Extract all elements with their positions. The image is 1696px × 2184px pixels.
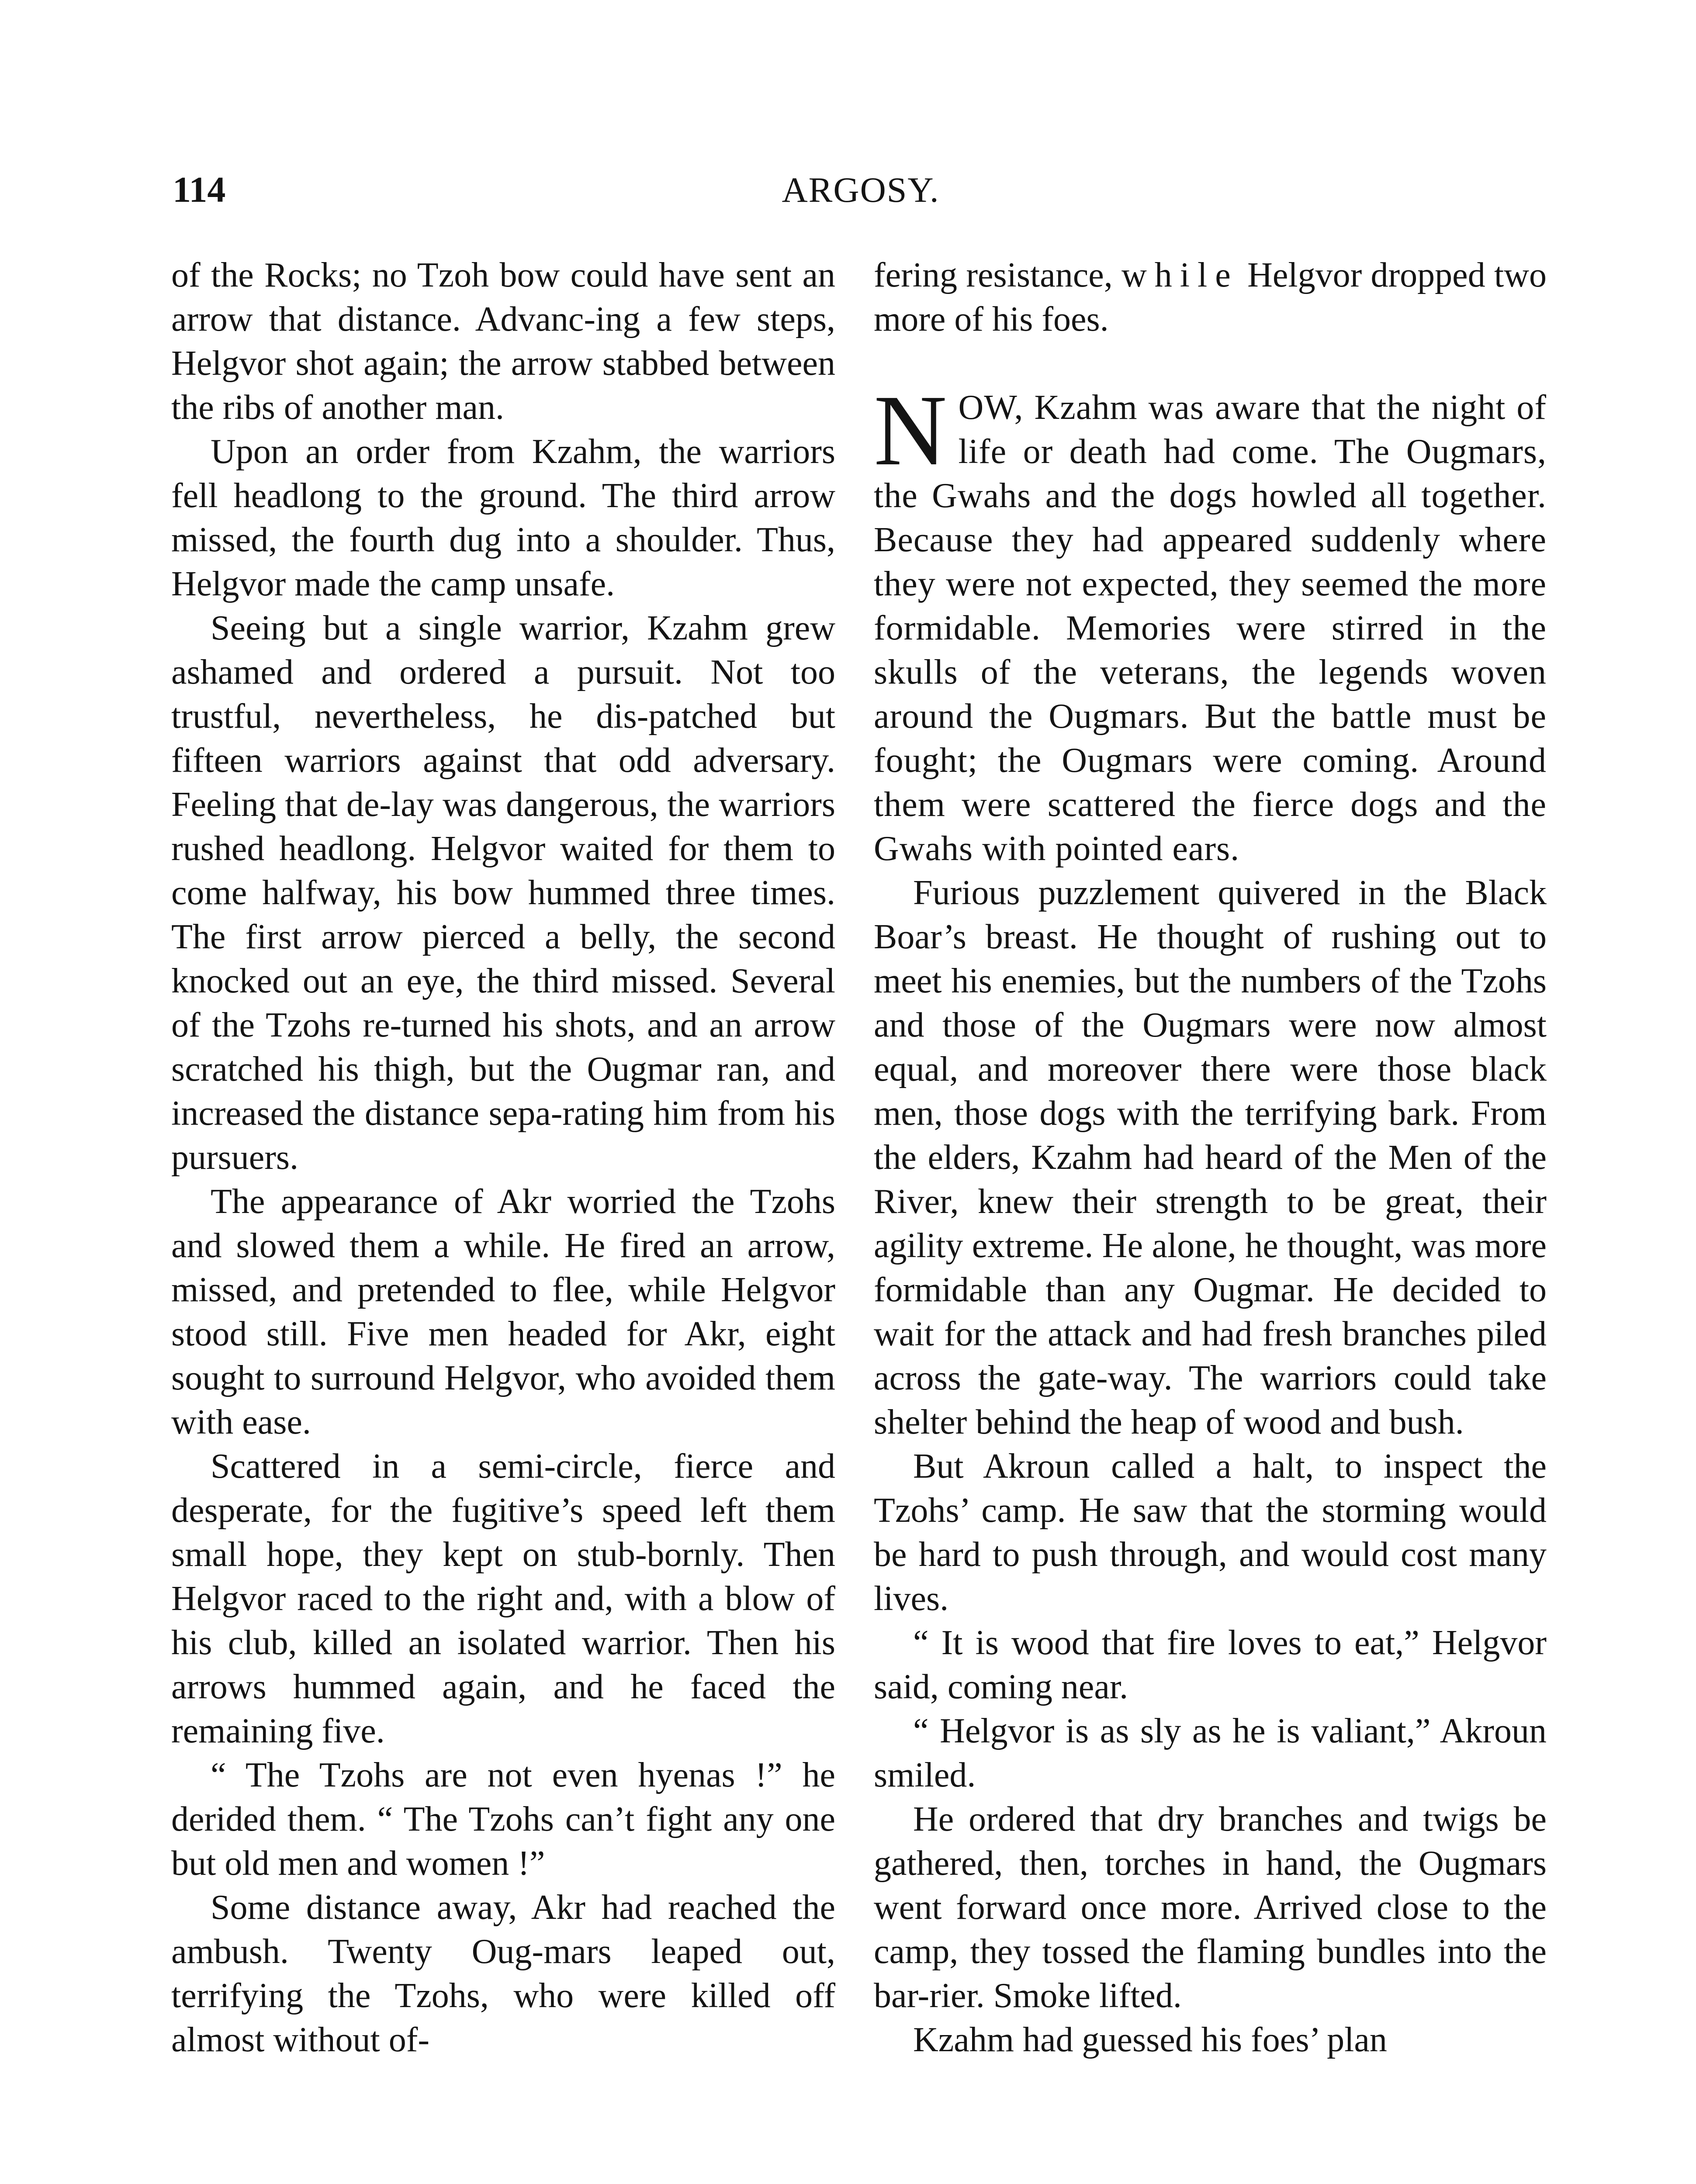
page-header [173, 168, 1549, 216]
continued-paragraph [874, 253, 1547, 342]
paragraph: Seeing but a single warrior, Kzahm grew ashamed and ordered a pursuit. Not too trustful, nevertheless, he dis-patched but fifteen warriors against that odd adversary. Feeling that de-lay was dangerous, the warriors rushed headlong. Helgvor waited for them to come halfway, his bow hummed three times. The first arrow pierced a belly, the second knocked out an eye, the third missed. Several of the Tzohs re-turned his shots, and an arrow scratched his thigh, but the Ougmar ran, and increased the distance sepa-rating him from his pursuers. [171, 609, 835, 1177]
paragraph: Kzahm had guessed his foes’ plan [913, 2021, 1387, 2059]
paragraph: Some distance away, Akr had reached the ambush. Twenty Oug-mars leaped out, terrifying the Tzohs, who were killed off almost without of- [171, 1888, 835, 2059]
paragraph: The appearance of Akr worried the Tzohs and slowed them a while. He fired an arrow, missed, and pretended to flee, while Helgvor stood still. Five men headed for Akr, eight sought to surround Helgvor, who avoided them with ease. [171, 1182, 835, 1441]
section-opening-paragraph [874, 374, 1547, 871]
continuation-text: fering resistance, [874, 256, 1122, 294]
paragraph: “ Helgvor is as sly as he is valiant,” Akroun smiled. [874, 1712, 1547, 1794]
left-column [171, 253, 835, 2062]
spaced-word: while [1121, 256, 1239, 294]
paragraph: “ The Tzohs are not even hyenas !” he derided them. “ The Tzohs can’t fight any one but old men and women !” [171, 1756, 835, 1883]
paragraph: Upon an order from Kzahm, the warriors fell headlong to the ground. The third arrow missed, the fourth dug into a shoulder. Thus, Helgvor made the camp unsafe. [171, 432, 835, 603]
paragraph: of the Rocks; no Tzoh bow could have sent an arrow that distance. Advanc-ing a few steps, Helgvor shot again; the arrow stabbed between the ribs of another man. [171, 256, 835, 427]
right-column [874, 253, 1547, 2062]
paragraph: “ It is wood that fire loves to eat,” Helgvor said, coming near. [874, 1624, 1547, 1706]
paragraph: Furious puzzlement quivered in the Black Boar’s breast. He thought of rushing out to meet his enemies, but the numbers of the Tzohs and those of the Ougmars were now almost equal, and moreover there were those black men, those dogs with the terrifying bark. From the elders, Kzahm had heard of the Men of the River, knew their strength to be great, their agility extreme. He alone, he thought, was more formidable than any Ougmar. He decided to wait for the attack and had fresh branches piled across the gate-way. The warriors could take shelter behind the heap of wood and bush. [874, 874, 1547, 1441]
page-number: 114 [173, 169, 226, 210]
paragraph: But Akroun called a halt, to inspect the Tzohs’ camp. He saw that the storming would be hard to push through, and would cost many lives. [874, 1447, 1547, 1618]
section-opening-text: OW, Kzahm was aware that the night of life or death had come. The Ougmars, the Gwahs and the dogs howled all together. Because they had appeared suddenly where they were not expected, they seemed the more formidable. Memories were stirred in the skulls of the veterans, the legends woven around the Ougmars. But the battle must be fought; the Ougmars were coming. Around them were scattered the fierce dogs and the Gwahs with pointed ears. [874, 388, 1547, 868]
continuation-text-end: Helgvor dropped two more of his foes. [874, 256, 1547, 339]
running-head: ARGOSY. [782, 170, 940, 210]
paragraph: He ordered that dry branches and twigs be gathered, then, torches in hand, the Ougmars went forward once more. Arrived close to the camp, they tossed the flaming bundles into the bar-rier. Smoke lifted. [874, 1800, 1547, 2015]
drop-cap: N [874, 374, 947, 487]
paragraph: Scattered in a semi-circle, fierce and desperate, for the fugitive’s speed left them small hope, they kept on stub-bornly. Then Helgvor raced to the right and, with a blow of his club, killed an isolated warrior. Then his arrows hummed again, and he faced the remaining five. [171, 1447, 835, 1750]
